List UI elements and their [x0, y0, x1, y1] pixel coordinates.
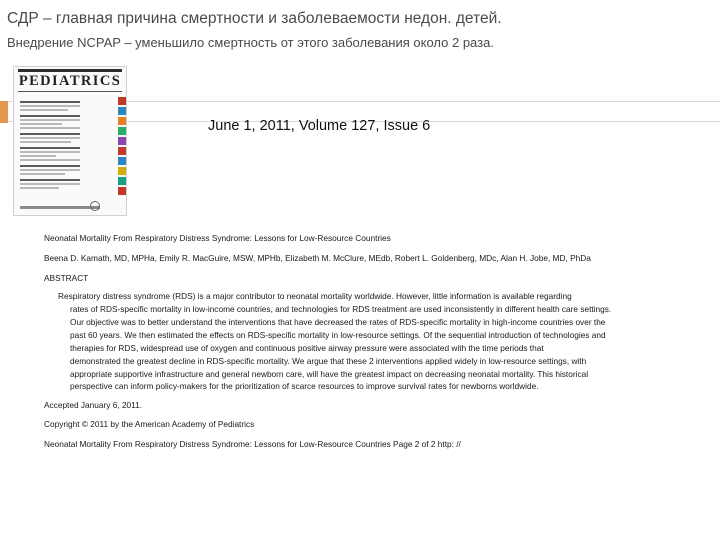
abstract-line: past 60 years. We then estimated the effects on RDS-specific mortality in low-resource settings. Of the sequential introduction of technologies and [70, 330, 606, 340]
accepted-date: Accepted January 6, 2011. [44, 400, 143, 410]
cover-tab [118, 137, 126, 145]
abstract-line: demonstrated the greatest decline in RDS-specific mortality. We argue that these 2 interventions applied widely in low-resource settings, with [70, 356, 587, 366]
cover-tab [118, 107, 126, 115]
cover-tab [118, 97, 126, 105]
cover-top-rule [18, 69, 122, 72]
cover-tab [118, 157, 126, 165]
cover-tab [118, 167, 126, 175]
cover-rule [18, 91, 122, 92]
cover-footer [20, 206, 100, 209]
accent-bar [0, 101, 8, 123]
abstract-line: appropriate supportive infrastructure and general newborn care, will have the greatest impact on decreasing neonatal mortality. This historical [70, 369, 589, 379]
slide-subtitle: Внедрение NCPAP – уменьшило смертность от этого заболевания около 2 раза. [7, 35, 494, 50]
journal-cover-image [13, 66, 127, 216]
slide-title: СДР – главная причина смертности и заболеваемости недон. детей. [7, 10, 502, 27]
issue-line: June 1, 2011, Volume 127, Issue 6 [208, 118, 431, 134]
abstract-line: rates of RDS-specific mortality in low-income countries, and technologies for RDS treatment are used inconsistently in different health care settings. [70, 304, 612, 314]
abstract-line: perspective can inform policy-makers for the prioritization of scarce resources to improve survival rates for newborns worldwide. [70, 381, 539, 391]
cover-tab [118, 127, 126, 135]
abstract-heading: ABSTRACT [44, 273, 89, 283]
abstract-line: Our objective was to better understand the interventions that have decreased the rates of RDS-specific mortality in high-income countries over the [70, 317, 606, 327]
cover-tab [118, 177, 126, 185]
copyright-line: Copyright © 2011 by the American Academy of Pediatrics [44, 419, 255, 429]
page-footer-line: Neonatal Mortality From Respiratory Distress Syndrome: Lessons for Low-Resource Countries Page 2 of 2 http: // [44, 439, 461, 449]
article-title: Neonatal Mortality From Respiratory Distress Syndrome: Lessons for Low-Resource Countries [44, 233, 391, 243]
abstract-line: Respiratory distress syndrome (RDS) is a major contributor to neonatal mortality worldwide. However, little information is available regarding [58, 291, 572, 301]
cover-tab [118, 147, 126, 155]
cover-color-tabs [118, 97, 126, 197]
abstract-line: therapies for RDS, widespread use of oxygen and continuous positive airway pressure were associated with the time periods that [70, 343, 544, 353]
seal-icon [90, 201, 100, 211]
cover-tab [118, 187, 126, 195]
cover-contents [20, 97, 80, 191]
journal-name: PEDIATRICS [18, 73, 122, 89]
article-authors: Beena D. Kamath, MD, MPHa, Emily R. MacGuire, MSW, MPHb, Elizabeth M. McClure, MEdb, Robert L. Goldenberg, MDc, Alan H. Jobe, MD, PhDa [44, 253, 591, 263]
cover-tab [118, 117, 126, 125]
